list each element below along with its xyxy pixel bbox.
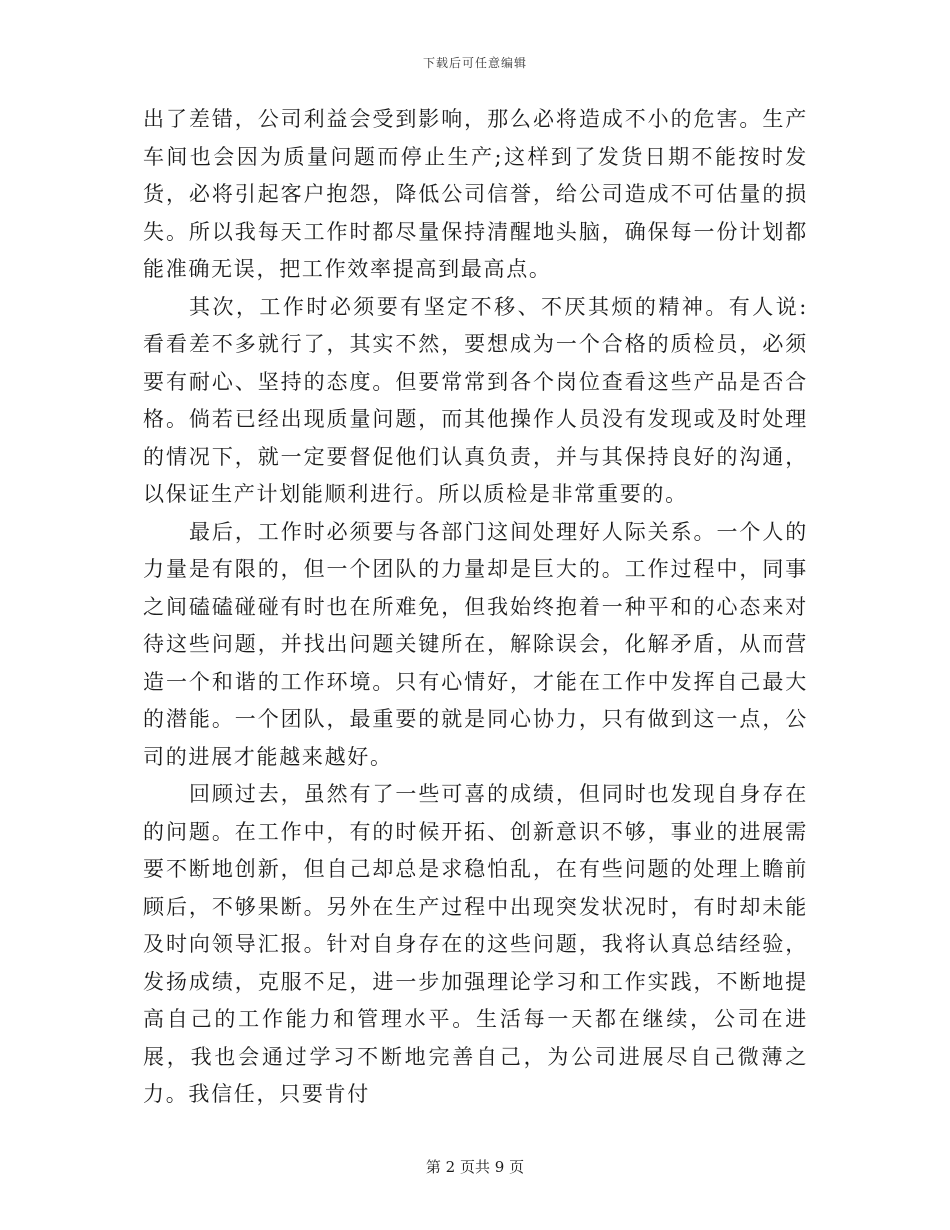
page-header: 下载后可任意编辑 xyxy=(422,56,527,70)
page-footer: 第 2 页共 9 页 xyxy=(425,1158,525,1176)
paragraph-4: 回顾过去，虽然有了一些可喜的成绩，但同时也发现自身存在的问题。在工作中，有的时候开拓、创新意识不够，事业的进展需要不断地创新，但自己却总是求稳怕乱，在有些问题的处理上瞻前顾后，不够果断。另外在生产过程中出现突发状况时，有时却未能及时向领导汇报。针对自身存在的这些问题，我将认真总结经验，发扬成绩，克服不足，进一步加强理论学习和工作实践，不断地提高自己的工作能力和管理水平。生活每一天都在继续，公司在进展，我也会通过学习不断地完善自己，为公司进展尽自己微薄之力。我信任，只要肯付 xyxy=(143,782,808,1106)
paragraph-3: 最后，工作时必须要与各部门这间处理好人际关系。一个人的力量是有限的，但一个团队的力量却是巨大的。工作过程中，同事之间磕磕碰碰有时也在所难免，但我始终抱着一种平和的心态来对待这些问题，并找出问题关键所在，解除误会，化解矛盾，从而营造一个和谐的工作环境。只有心情好，才能在工作中发挥自己最大的潜能。一个团队，最重要的就是同心协力，只有做到这一点，公司的进展才能越来越好。 xyxy=(143,519,808,769)
paragraph-1: 出了差错，公司利益会受到影响，那么必将造成不小的危害。生产车间也会因为质量问题而停止生产;这样到了发货日期不能按时发货，必将引起客户抱怨，降低公司信誉，给公司造成不可估量的损失。所以我每天工作时都尽量保持清醒地头脑，确保每一份计划都能准确无误，把工作效率提高到最高点。 xyxy=(143,107,808,281)
document-body xyxy=(143,101,808,1114)
paragraph-2: 其次，工作时必须要有坚定不移、不厌其烦的精神。有人说:看看差不多就行了，其实不然，要想成为一个合格的质检员，必须要有耐心、坚持的态度。但要常常到各个岗位查看这些产品是否合格。倘若已经出现质量问题，而其他操作人员没有发现或及时处理的情况下，就一定要督促他们认真负责，并与其保持良好的沟通，以保证生产计划能顺利进行。所以质检是非常重要的。 xyxy=(143,294,808,506)
